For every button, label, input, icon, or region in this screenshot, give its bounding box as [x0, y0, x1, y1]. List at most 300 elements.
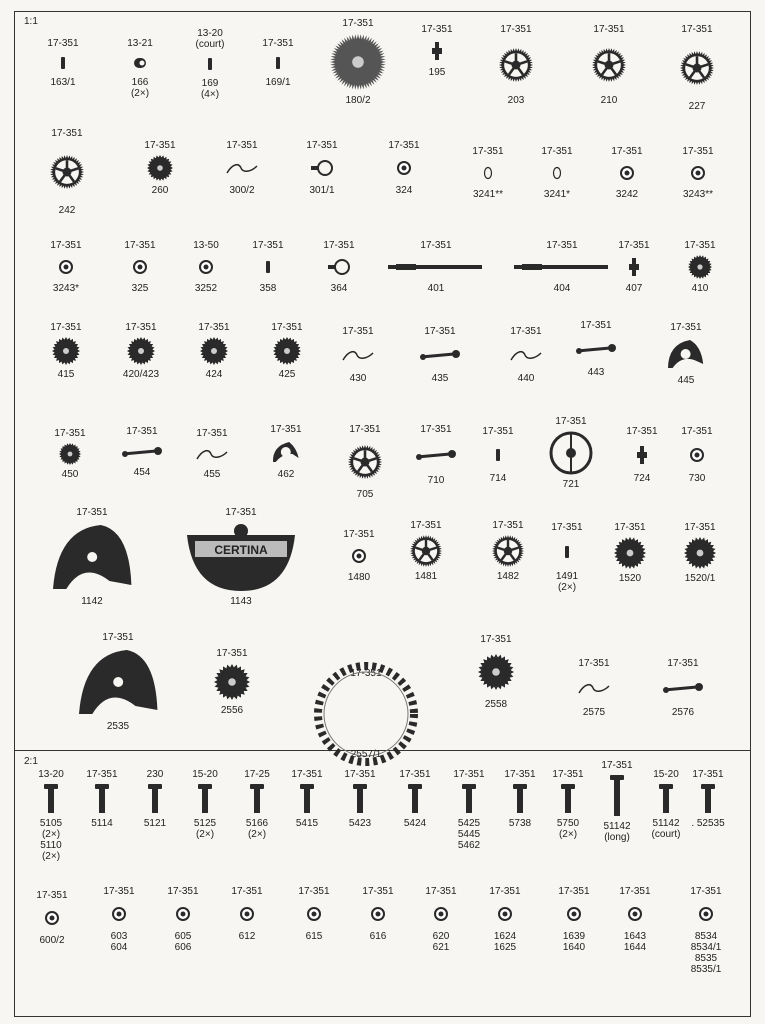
part-calibre: 17-351	[306, 140, 338, 151]
part-number: 163/1	[50, 77, 76, 88]
part-calibre: 17-351	[51, 128, 83, 139]
lever-icon	[106, 440, 178, 464]
part-300-2	[206, 140, 278, 196]
part-number: 445	[677, 375, 695, 386]
part-450	[34, 428, 106, 480]
part-calibre: 17-351	[270, 424, 302, 435]
part-1624	[469, 886, 541, 953]
gear-icon	[105, 336, 177, 366]
part-410	[664, 240, 736, 294]
part-number: 324	[395, 185, 413, 196]
part-calibre: 17-351	[541, 146, 573, 157]
part-714	[462, 426, 534, 484]
part-3243	[30, 240, 102, 294]
part-calibre: 17-351	[472, 146, 504, 157]
part-415	[30, 322, 102, 380]
part-number: 2556	[220, 705, 244, 716]
part-number: 1643 1644	[623, 931, 647, 953]
gear-icon	[124, 154, 196, 182]
gear-icon	[30, 336, 102, 366]
bridge-icon	[104, 52, 176, 74]
part-calibre: 17-351	[102, 632, 134, 643]
part-number: 435	[431, 373, 449, 384]
part-2556	[196, 648, 268, 716]
part-calibre: 17-351	[480, 634, 512, 645]
part-number: 5125 (2×)	[193, 818, 217, 840]
part-3241	[521, 146, 593, 200]
part-calibre: 17-351	[342, 326, 374, 337]
balance-icon	[535, 430, 607, 476]
jewel-icon	[16, 904, 88, 932]
part-calibre: 17-351	[555, 416, 587, 427]
part-number: 260	[151, 185, 169, 196]
part-calibre: 17-351	[262, 38, 294, 49]
plate-icon	[626, 336, 746, 372]
wheel-icon	[390, 534, 462, 568]
lever-icon	[404, 340, 476, 370]
part-calibre: 13-20	[38, 769, 64, 780]
part-163-1	[27, 38, 99, 88]
part-603	[83, 886, 155, 953]
part-1643	[599, 886, 671, 953]
part-calibre: 17-351	[216, 648, 248, 659]
part-420-423	[105, 322, 177, 380]
part-401	[376, 240, 496, 294]
part-number: 424	[205, 369, 223, 380]
part-number: 8534 8534/1 8535 8535/1	[690, 931, 722, 975]
jewel-icon	[405, 900, 477, 928]
part-calibre: 17-351	[684, 240, 716, 251]
part-calibre: 17-351	[225, 507, 257, 518]
clip-icon	[286, 154, 358, 182]
part-calibre: 17-351	[489, 886, 521, 897]
part-number: 2535	[106, 721, 130, 732]
part-1480	[323, 529, 395, 583]
part-169	[174, 28, 246, 100]
part-number: 455	[203, 469, 221, 480]
part-calibre: 17-351	[399, 769, 431, 780]
part-3241s	[452, 146, 524, 200]
part-number: 462	[277, 469, 295, 480]
part-430	[322, 326, 394, 384]
part-number: 5425 5445 5462	[457, 818, 481, 851]
part-435	[404, 326, 476, 384]
part-407	[598, 240, 670, 294]
jewel-icon	[662, 160, 734, 186]
wheel-icon	[329, 438, 401, 486]
jewel-icon	[591, 160, 663, 186]
part-calibre: 17-351	[482, 426, 514, 437]
part-calibre: 17-351	[692, 769, 724, 780]
jewel-icon	[469, 900, 541, 928]
part-calibre: 17-351	[614, 522, 646, 533]
jewel-icon	[368, 154, 440, 182]
ring-icon	[521, 160, 593, 186]
gear-icon	[196, 662, 268, 702]
part-number: 2557/1	[350, 749, 382, 760]
part-227	[661, 24, 733, 112]
part-358	[232, 240, 304, 294]
part-calibre: 15-20	[653, 769, 679, 780]
part-number: 430	[349, 373, 367, 384]
clip-icon	[303, 254, 375, 280]
part-number: 51142 (long)	[603, 821, 631, 843]
part-number: 1142	[81, 596, 103, 607]
part-calibre: 17-351	[50, 322, 82, 333]
part-2576	[647, 658, 719, 718]
part-number: 705	[356, 489, 374, 500]
wheel-icon	[31, 142, 103, 202]
plate-icon	[32, 521, 152, 593]
part-number: 404	[553, 283, 571, 294]
part-calibre: 15-20	[192, 769, 218, 780]
part-number: 401	[427, 283, 445, 294]
part-number: 3243*	[52, 283, 80, 294]
part-calibre: 17-351	[690, 886, 722, 897]
part-number: 5166 (2×)	[245, 818, 269, 840]
part-number: 620 621	[432, 931, 450, 953]
part-number: 325	[131, 283, 149, 294]
part-620	[405, 886, 477, 953]
part-calibre: 17-351	[76, 507, 108, 518]
part-number: 603 604	[110, 931, 128, 953]
part-number: 616	[369, 931, 387, 942]
part-calibre: 17-351	[667, 658, 699, 669]
part-number: 1639 1640	[562, 931, 586, 953]
gear-icon	[664, 254, 736, 280]
part-calibre: 17-351	[682, 146, 714, 157]
part-364	[303, 240, 375, 294]
part-calibre: 17-351	[167, 886, 199, 897]
part-number: 615	[305, 931, 323, 942]
part-number: 440	[517, 373, 535, 384]
part-number: 1481	[414, 571, 438, 582]
part-612	[211, 886, 283, 942]
part-1143	[181, 507, 301, 607]
gear-icon	[34, 442, 106, 466]
part-number: 180/2	[345, 95, 371, 106]
part-calibre: 17-351	[492, 520, 524, 531]
part-8534	[670, 886, 742, 975]
part-number: 2558	[484, 699, 508, 710]
jewel-icon	[599, 900, 671, 928]
jewel-icon	[147, 900, 219, 928]
part-calibre: 17-351	[424, 326, 456, 337]
rotor-icon	[181, 521, 301, 593]
part-calibre: 17-351	[226, 140, 258, 151]
part-number: 51142 (court)	[651, 818, 681, 840]
wheel-icon	[480, 38, 552, 92]
part-number: 1482	[496, 571, 520, 582]
jewel-icon	[104, 254, 176, 280]
part-calibre: 17-351	[54, 428, 86, 439]
part-number: 5738	[508, 818, 532, 829]
part-424	[178, 322, 250, 380]
part-721	[535, 416, 607, 490]
part-169-1	[242, 38, 314, 88]
part-number: 724	[633, 473, 651, 484]
part-number: 301/1	[309, 185, 335, 196]
part-calibre: 230	[146, 769, 164, 780]
part-1520-1	[664, 522, 736, 584]
part-616	[342, 886, 414, 942]
part-number: 169/1	[265, 77, 291, 88]
part-3243s	[662, 146, 734, 200]
part-number: 1520	[618, 573, 642, 584]
part-number: 425	[278, 369, 296, 380]
part-calibre: 17-351	[601, 760, 633, 771]
part-calibre: 17-351	[252, 240, 284, 251]
part-1520	[594, 522, 666, 584]
pin-icon	[232, 254, 304, 280]
part-2558	[460, 634, 532, 710]
part-calibre: 17-351	[611, 146, 643, 157]
part-calibre: 17-351	[580, 320, 612, 331]
part-calibre: 17-351	[86, 769, 118, 780]
part-calibre: 17-351	[388, 140, 420, 151]
gear-icon	[460, 648, 532, 696]
part-52535	[672, 769, 744, 829]
part-number: 605 606	[174, 931, 192, 953]
part-number: 358	[259, 283, 277, 294]
part-number: 443	[587, 367, 605, 378]
part-number: 3241*	[543, 189, 571, 200]
wheel-icon	[573, 38, 645, 92]
part-calibre: 17-351	[36, 890, 68, 901]
lever-icon	[560, 334, 632, 364]
part-calibre: 17-351	[50, 240, 82, 251]
stem-icon	[376, 254, 496, 280]
part-calibre: 17-351	[684, 522, 716, 533]
part-calibre: 17-351	[271, 322, 303, 333]
part-calibre: 17-351	[670, 322, 702, 333]
part-number: 5105 (2×) 5110 (2×)	[39, 818, 63, 862]
part-number: 2575	[582, 707, 606, 718]
part-203	[480, 24, 552, 106]
part-calibre: 17-351	[420, 240, 452, 251]
jewel-icon	[278, 900, 350, 928]
part-calibre: 17-351	[231, 886, 263, 897]
part-calibre: 17-351	[344, 769, 376, 780]
part-calibre: 17-351	[342, 18, 374, 29]
part-number: 454	[133, 467, 151, 478]
part-260	[124, 140, 196, 196]
part-1491	[531, 522, 603, 593]
part-number: 5121	[143, 818, 167, 829]
part-425	[251, 322, 323, 380]
part-number: 1480	[347, 572, 371, 583]
part-2557-1	[306, 668, 426, 760]
part-600-2	[16, 890, 88, 946]
gear-icon	[178, 336, 250, 366]
part-calibre: 17-351	[410, 520, 442, 531]
part-calibre: 17-351	[552, 769, 584, 780]
part-number: 1520/1	[684, 573, 716, 584]
part-number: 600/2	[39, 935, 65, 946]
jewel-icon	[83, 900, 155, 928]
jewel-icon	[670, 900, 742, 928]
part-number: 5750 (2×)	[556, 818, 580, 840]
part-440	[490, 326, 562, 384]
part-calibre: 17-351	[47, 38, 79, 49]
part-number: 1624 1625	[493, 931, 517, 953]
part-number: 242	[58, 205, 76, 216]
spring-icon	[558, 672, 630, 704]
part-calibre: 17-351	[349, 424, 381, 435]
gear-icon	[251, 336, 323, 366]
part-calibre: 13-21	[127, 38, 153, 49]
ring-icon	[452, 160, 524, 186]
part-number: 227	[688, 101, 706, 112]
part-number: 1143	[230, 596, 252, 607]
jewel-icon	[323, 543, 395, 569]
part-calibre: 13-20 (court)	[195, 28, 225, 50]
part-calibre: 17-351	[618, 240, 650, 251]
part-calibre: 17-351	[626, 426, 658, 437]
plate-icon	[58, 646, 178, 718]
pinion-icon	[401, 38, 473, 64]
part-3242	[591, 146, 663, 200]
scale-label-top: 1:1	[24, 16, 38, 27]
barrel-icon	[322, 32, 394, 92]
part-301-1	[286, 140, 358, 196]
pin-icon	[174, 53, 246, 75]
part-calibre: 17-351	[291, 769, 323, 780]
part-number: 166 (2×)	[130, 77, 150, 99]
part-calibre: 17-351	[362, 886, 394, 897]
part-number: 1491 (2×)	[555, 571, 579, 593]
gear-icon	[594, 536, 666, 570]
part-1142	[32, 507, 152, 607]
wheel-icon	[661, 38, 733, 98]
part-2575	[558, 658, 630, 718]
part-number: 5415	[295, 818, 319, 829]
part-180-2	[322, 18, 394, 106]
part-325	[104, 240, 176, 294]
part-calibre: 17-351	[500, 24, 532, 35]
pin-icon	[462, 440, 534, 470]
part-number: 5423	[348, 818, 372, 829]
part-calibre: 17-351	[125, 322, 157, 333]
part-210	[573, 24, 645, 106]
part-number: 450	[61, 469, 79, 480]
part-166	[104, 38, 176, 99]
part-615	[278, 886, 350, 942]
part-calibre: 17-351	[619, 886, 651, 897]
part-443	[560, 320, 632, 378]
part-calibre: 17-351	[551, 522, 583, 533]
part-462	[226, 424, 346, 480]
part-calibre: 17-351	[196, 428, 228, 439]
part-324	[368, 140, 440, 196]
pin-icon	[242, 52, 314, 74]
part-calibre: 17-25	[244, 769, 270, 780]
jewel-icon	[30, 254, 102, 280]
part-number: 612	[238, 931, 256, 942]
part-242	[31, 128, 103, 216]
part-number: 3242	[615, 189, 639, 200]
part-number: 300/2	[229, 185, 255, 196]
part-number: 410	[691, 283, 709, 294]
screw-icon	[672, 783, 744, 815]
part-calibre: 17-351	[425, 886, 457, 897]
part-calibre: 17-351	[343, 529, 375, 540]
part-calibre: 17-351	[298, 886, 330, 897]
part-calibre: 17-351	[510, 326, 542, 337]
rotor-brand: CERTINA	[214, 543, 268, 557]
part-number: 169 (4×)	[200, 78, 220, 100]
spring-icon	[206, 154, 278, 182]
part-number: . 52535	[691, 818, 725, 829]
part-calibre: 17-351	[421, 24, 453, 35]
part-number: 5424	[403, 818, 427, 829]
jewel-icon	[661, 440, 733, 470]
part-calibre: 17-351	[558, 886, 590, 897]
part-number: 714	[489, 473, 507, 484]
lever-icon	[647, 672, 719, 704]
pinion-icon	[598, 254, 670, 280]
spring-icon	[322, 340, 394, 370]
part-calibre: 17-351	[681, 426, 713, 437]
part-calibre: 17-351	[144, 140, 176, 151]
part-number: 195	[428, 67, 446, 78]
part-calibre: 17-351	[546, 240, 578, 251]
part-calibre: 17-351	[198, 322, 230, 333]
part-number: 415	[57, 369, 75, 380]
part-calibre: 17-351	[681, 24, 713, 35]
gear-icon	[664, 536, 736, 570]
jewel-icon	[342, 900, 414, 928]
part-454	[106, 426, 178, 478]
jewel-icon	[211, 900, 283, 928]
part-calibre: 17-351	[593, 24, 625, 35]
part-number: 364	[330, 283, 348, 294]
spring-icon	[490, 340, 562, 370]
part-number: 730	[688, 473, 706, 484]
part-605	[147, 886, 219, 953]
pin-icon	[27, 52, 99, 74]
scale-label-bottom: 2:1	[24, 756, 38, 767]
part-calibre: 17-351	[323, 240, 355, 251]
part-705	[329, 424, 401, 500]
part-calibre: 17-351	[126, 426, 158, 437]
part-number: 210	[600, 95, 618, 106]
part-number: 420/423	[122, 369, 160, 380]
part-number: 2576	[671, 707, 695, 718]
part-number: 721	[562, 479, 580, 490]
part-number: 3252	[194, 283, 218, 294]
part-195	[401, 24, 473, 78]
part-1481	[390, 520, 462, 582]
part-number: 5114	[91, 818, 113, 829]
pin-icon	[531, 536, 603, 568]
part-number: 203	[507, 95, 525, 106]
part-calibre: 17-351	[420, 424, 452, 435]
part-730	[661, 426, 733, 484]
plate-icon	[226, 438, 346, 466]
part-2535	[58, 632, 178, 732]
part-calibre: 17-351	[578, 658, 610, 669]
part-calibre: 17-351	[350, 668, 382, 679]
date-ring-icon	[306, 682, 426, 746]
part-number: 3243**	[682, 189, 714, 200]
part-calibre: 13-50	[193, 240, 219, 251]
part-number: 407	[625, 283, 643, 294]
part-calibre: 17-351	[453, 769, 485, 780]
part-445	[626, 322, 746, 386]
part-calibre: 17-351	[124, 240, 156, 251]
part-number: 710	[427, 475, 445, 486]
